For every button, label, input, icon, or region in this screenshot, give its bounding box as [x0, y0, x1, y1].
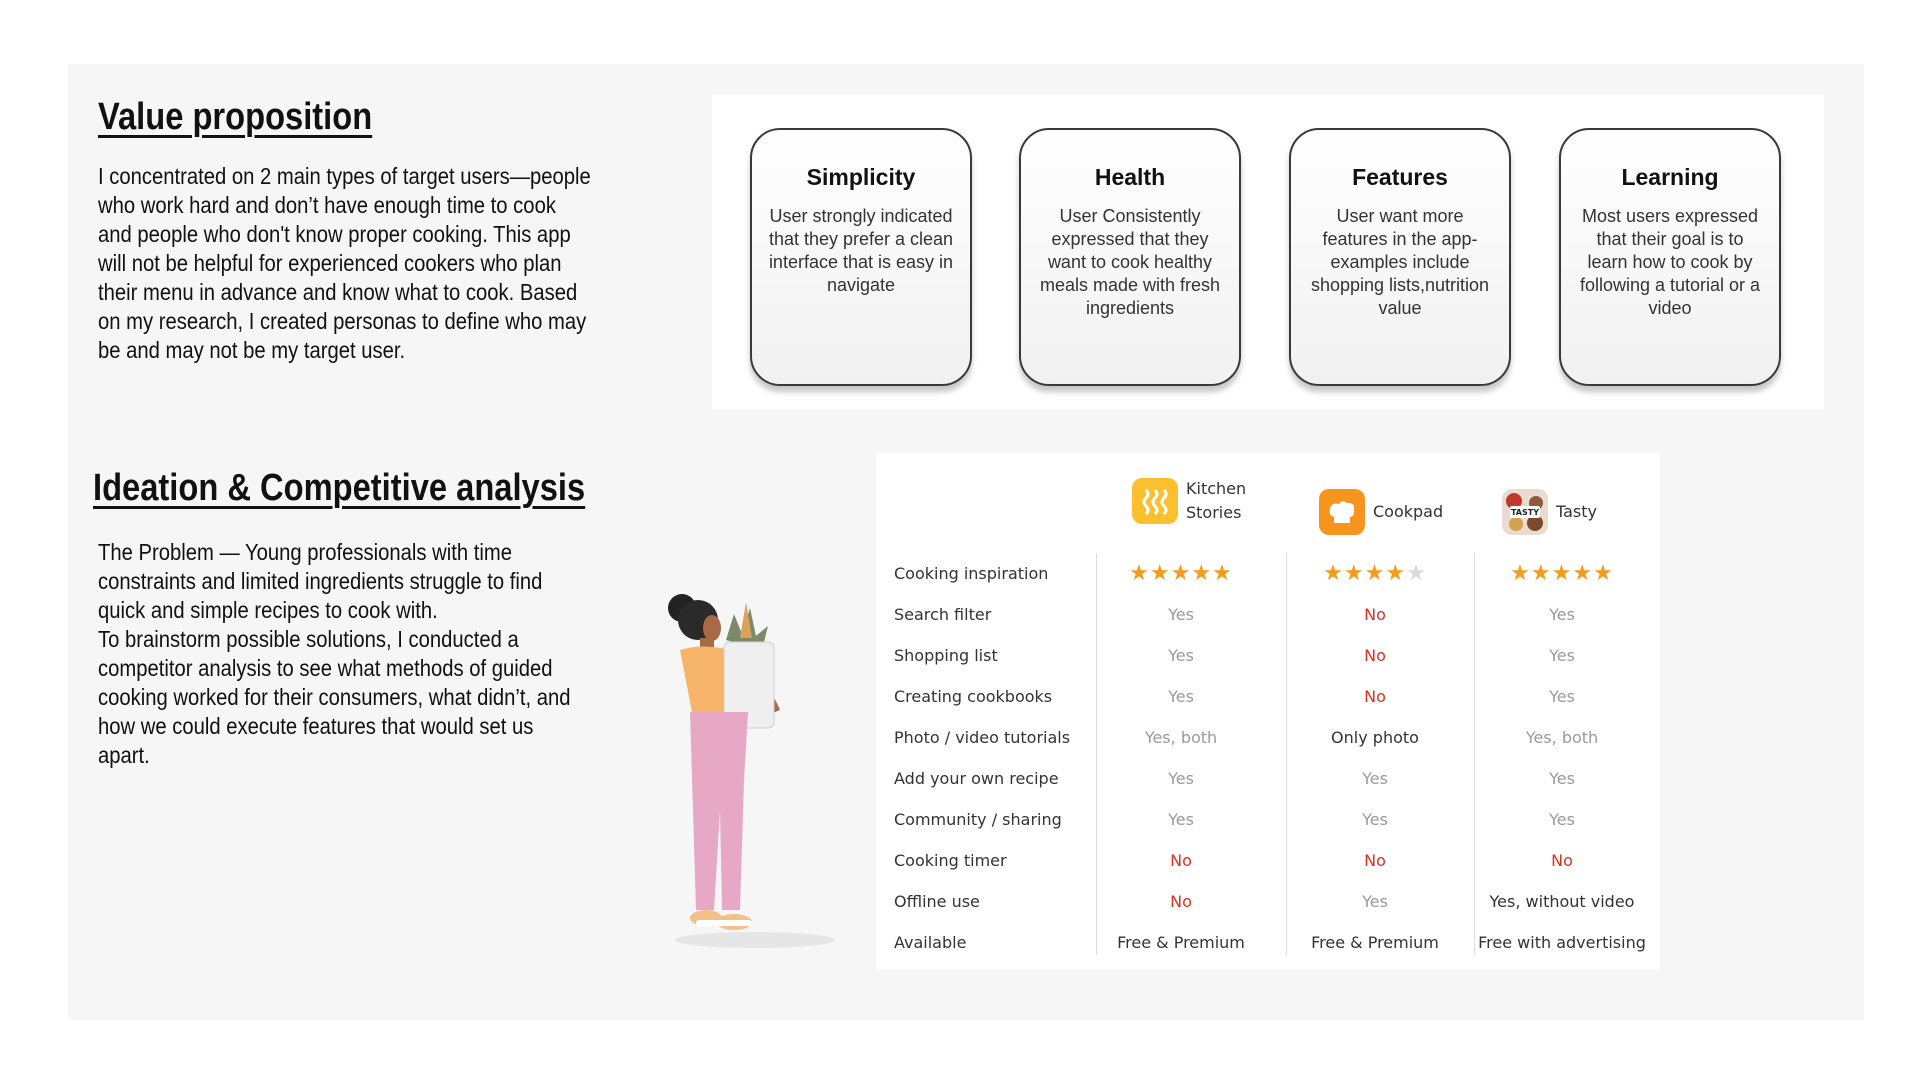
star-empty-icon: ★	[1406, 561, 1427, 586]
table-cell: Yes, without video	[1489, 892, 1635, 911]
value-proposition-paragraph: I concentrated on 2 main types of target users—people who work hard and don’t have enough time to cook and people who don't know proper cooking. This app will not be helpful for experienced cookers who plan their menu in advance and know what to cook. Based on my research, I created personas to define who may be and may not be my target user.	[98, 163, 591, 363]
star-filled-icon: ★	[1530, 561, 1552, 586]
star-filled-icon: ★	[1149, 561, 1171, 586]
star-rating	[1470, 553, 1654, 594]
table-cell: No	[1364, 646, 1386, 665]
woman-with-groceries-illustration	[640, 580, 880, 960]
row-label: Offline use	[894, 892, 980, 911]
competitor-header-tasty	[1502, 489, 1597, 535]
card-learning	[1559, 128, 1781, 386]
competitor-name: Cookpad	[1373, 502, 1444, 521]
table-cell: No	[1364, 687, 1386, 706]
card-text: User strongly indicated that they prefer a clean interface that is easy in navigate	[768, 206, 954, 295]
row-label: Photo / video tutorials	[894, 728, 1071, 747]
competitor-name	[1186, 477, 1246, 525]
tasty-logo-icon	[1502, 489, 1548, 535]
star-filled-icon: ★	[1212, 561, 1233, 586]
table-cell: Yes	[1362, 769, 1388, 788]
value-proposition-text	[98, 162, 591, 365]
row-label: Creating cookbooks	[894, 687, 1053, 706]
table-cell: Yes	[1168, 769, 1194, 788]
star-filled-icon: ★	[1364, 561, 1386, 586]
table-cell: No	[1551, 851, 1573, 870]
table-cell: Only photo	[1331, 728, 1419, 747]
competitor-name-line2: Stories	[1186, 503, 1242, 522]
table-cell: Free & Premium	[1311, 933, 1439, 952]
table-cell: Yes	[1549, 687, 1575, 706]
star-filled-icon: ★	[1191, 561, 1213, 586]
card-features	[1289, 128, 1511, 386]
star-filled-icon: ★	[1129, 561, 1150, 586]
table-cell: No	[1364, 851, 1386, 870]
ideation-title: Ideation & Competitive analysis	[93, 467, 586, 509]
star-filled-icon: ★	[1572, 561, 1594, 586]
card-text: Most users expressed that their goal is to learn how to cook by following a tutorial or a video	[1579, 206, 1761, 318]
competitor-header-kitchen-stories	[1132, 477, 1246, 525]
table-cell: Free with advertising	[1478, 933, 1646, 952]
value-cards-area	[712, 94, 1824, 410]
svg-text:TASTY: TASTY	[1510, 508, 1540, 517]
card-title: Simplicity	[806, 164, 916, 190]
table-cell: No	[1364, 605, 1386, 624]
table-cell: Yes	[1549, 646, 1575, 665]
card-simplicity	[750, 128, 972, 386]
star-filled-icon: ★	[1551, 561, 1573, 586]
card-title: Learning	[1621, 164, 1719, 190]
table-row	[876, 594, 1660, 635]
table-row	[876, 881, 1660, 922]
card-text: User Consistently expressed that they want to cook healthy meals made with fresh ingredients	[1039, 206, 1221, 318]
table-row	[876, 553, 1660, 594]
table-row	[876, 799, 1660, 840]
row-label: Search filter	[894, 605, 992, 624]
competitive-analysis-table	[876, 453, 1660, 970]
row-label: Shopping list	[894, 646, 998, 665]
table-row	[876, 840, 1660, 881]
row-label: Community / sharing	[894, 810, 1062, 829]
table-cell: No	[1170, 851, 1192, 870]
table-cell: No	[1170, 892, 1192, 911]
table-cell: Yes, both	[1525, 728, 1599, 747]
row-label: Cooking inspiration	[894, 564, 1049, 583]
row-label: Available	[894, 933, 967, 952]
table-row	[876, 922, 1660, 963]
value-proposition-title: Value proposition	[98, 96, 373, 138]
star-filled-icon: ★	[1343, 561, 1365, 586]
table-cell: Yes	[1549, 810, 1575, 829]
table-cell: Yes, both	[1144, 728, 1218, 747]
kitchen-stories-logo-icon	[1132, 478, 1178, 524]
table-cell: Yes	[1168, 646, 1194, 665]
star-filled-icon: ★	[1170, 561, 1192, 586]
cookpad-logo-icon	[1319, 489, 1365, 535]
table-cell: Yes	[1549, 769, 1575, 788]
competitor-header-cookpad	[1319, 489, 1443, 535]
card-text: User want more features in the app-examples include shopping lists,nutrition value	[1310, 206, 1490, 318]
table-row	[876, 635, 1660, 676]
table-row	[876, 758, 1660, 799]
card-title: Features	[1352, 164, 1448, 190]
star-filled-icon: ★	[1510, 561, 1531, 586]
table-row	[876, 717, 1660, 758]
competitor-name-line1: Kitchen	[1186, 479, 1247, 498]
table-cell: Yes	[1168, 605, 1194, 624]
table-cell: Yes	[1362, 810, 1388, 829]
problem-paragraph: The Problem — Young professionals with time constraints and limited ingredients struggle to find quick and simple recipes to cook with.	[98, 539, 543, 623]
problem-text	[98, 538, 573, 770]
table-cell: Yes	[1168, 810, 1194, 829]
row-label: Add your own recipe	[894, 769, 1059, 788]
card-title: Health	[1094, 164, 1166, 190]
table-cell: Yes	[1362, 892, 1388, 911]
star-rating	[1286, 553, 1464, 594]
table-row	[876, 676, 1660, 717]
row-label: Cooking timer	[894, 851, 1007, 870]
star-filled-icon: ★	[1593, 561, 1614, 586]
solution-paragraph: To brainstorm possible solutions, I conducted a competitor analysis to see what methods of guided cooking worked for their consumers, what didn’t, and how we could execute features that would set us apart.	[98, 626, 571, 768]
star-filled-icon: ★	[1385, 561, 1407, 586]
star-filled-icon: ★	[1323, 561, 1344, 586]
table-cell: Free & Premium	[1117, 933, 1245, 952]
competitor-name: Tasty	[1556, 502, 1598, 521]
table-cell: Yes	[1168, 687, 1194, 706]
star-rating	[1092, 553, 1270, 594]
card-health	[1019, 128, 1241, 386]
table-cell: Yes	[1549, 605, 1575, 624]
